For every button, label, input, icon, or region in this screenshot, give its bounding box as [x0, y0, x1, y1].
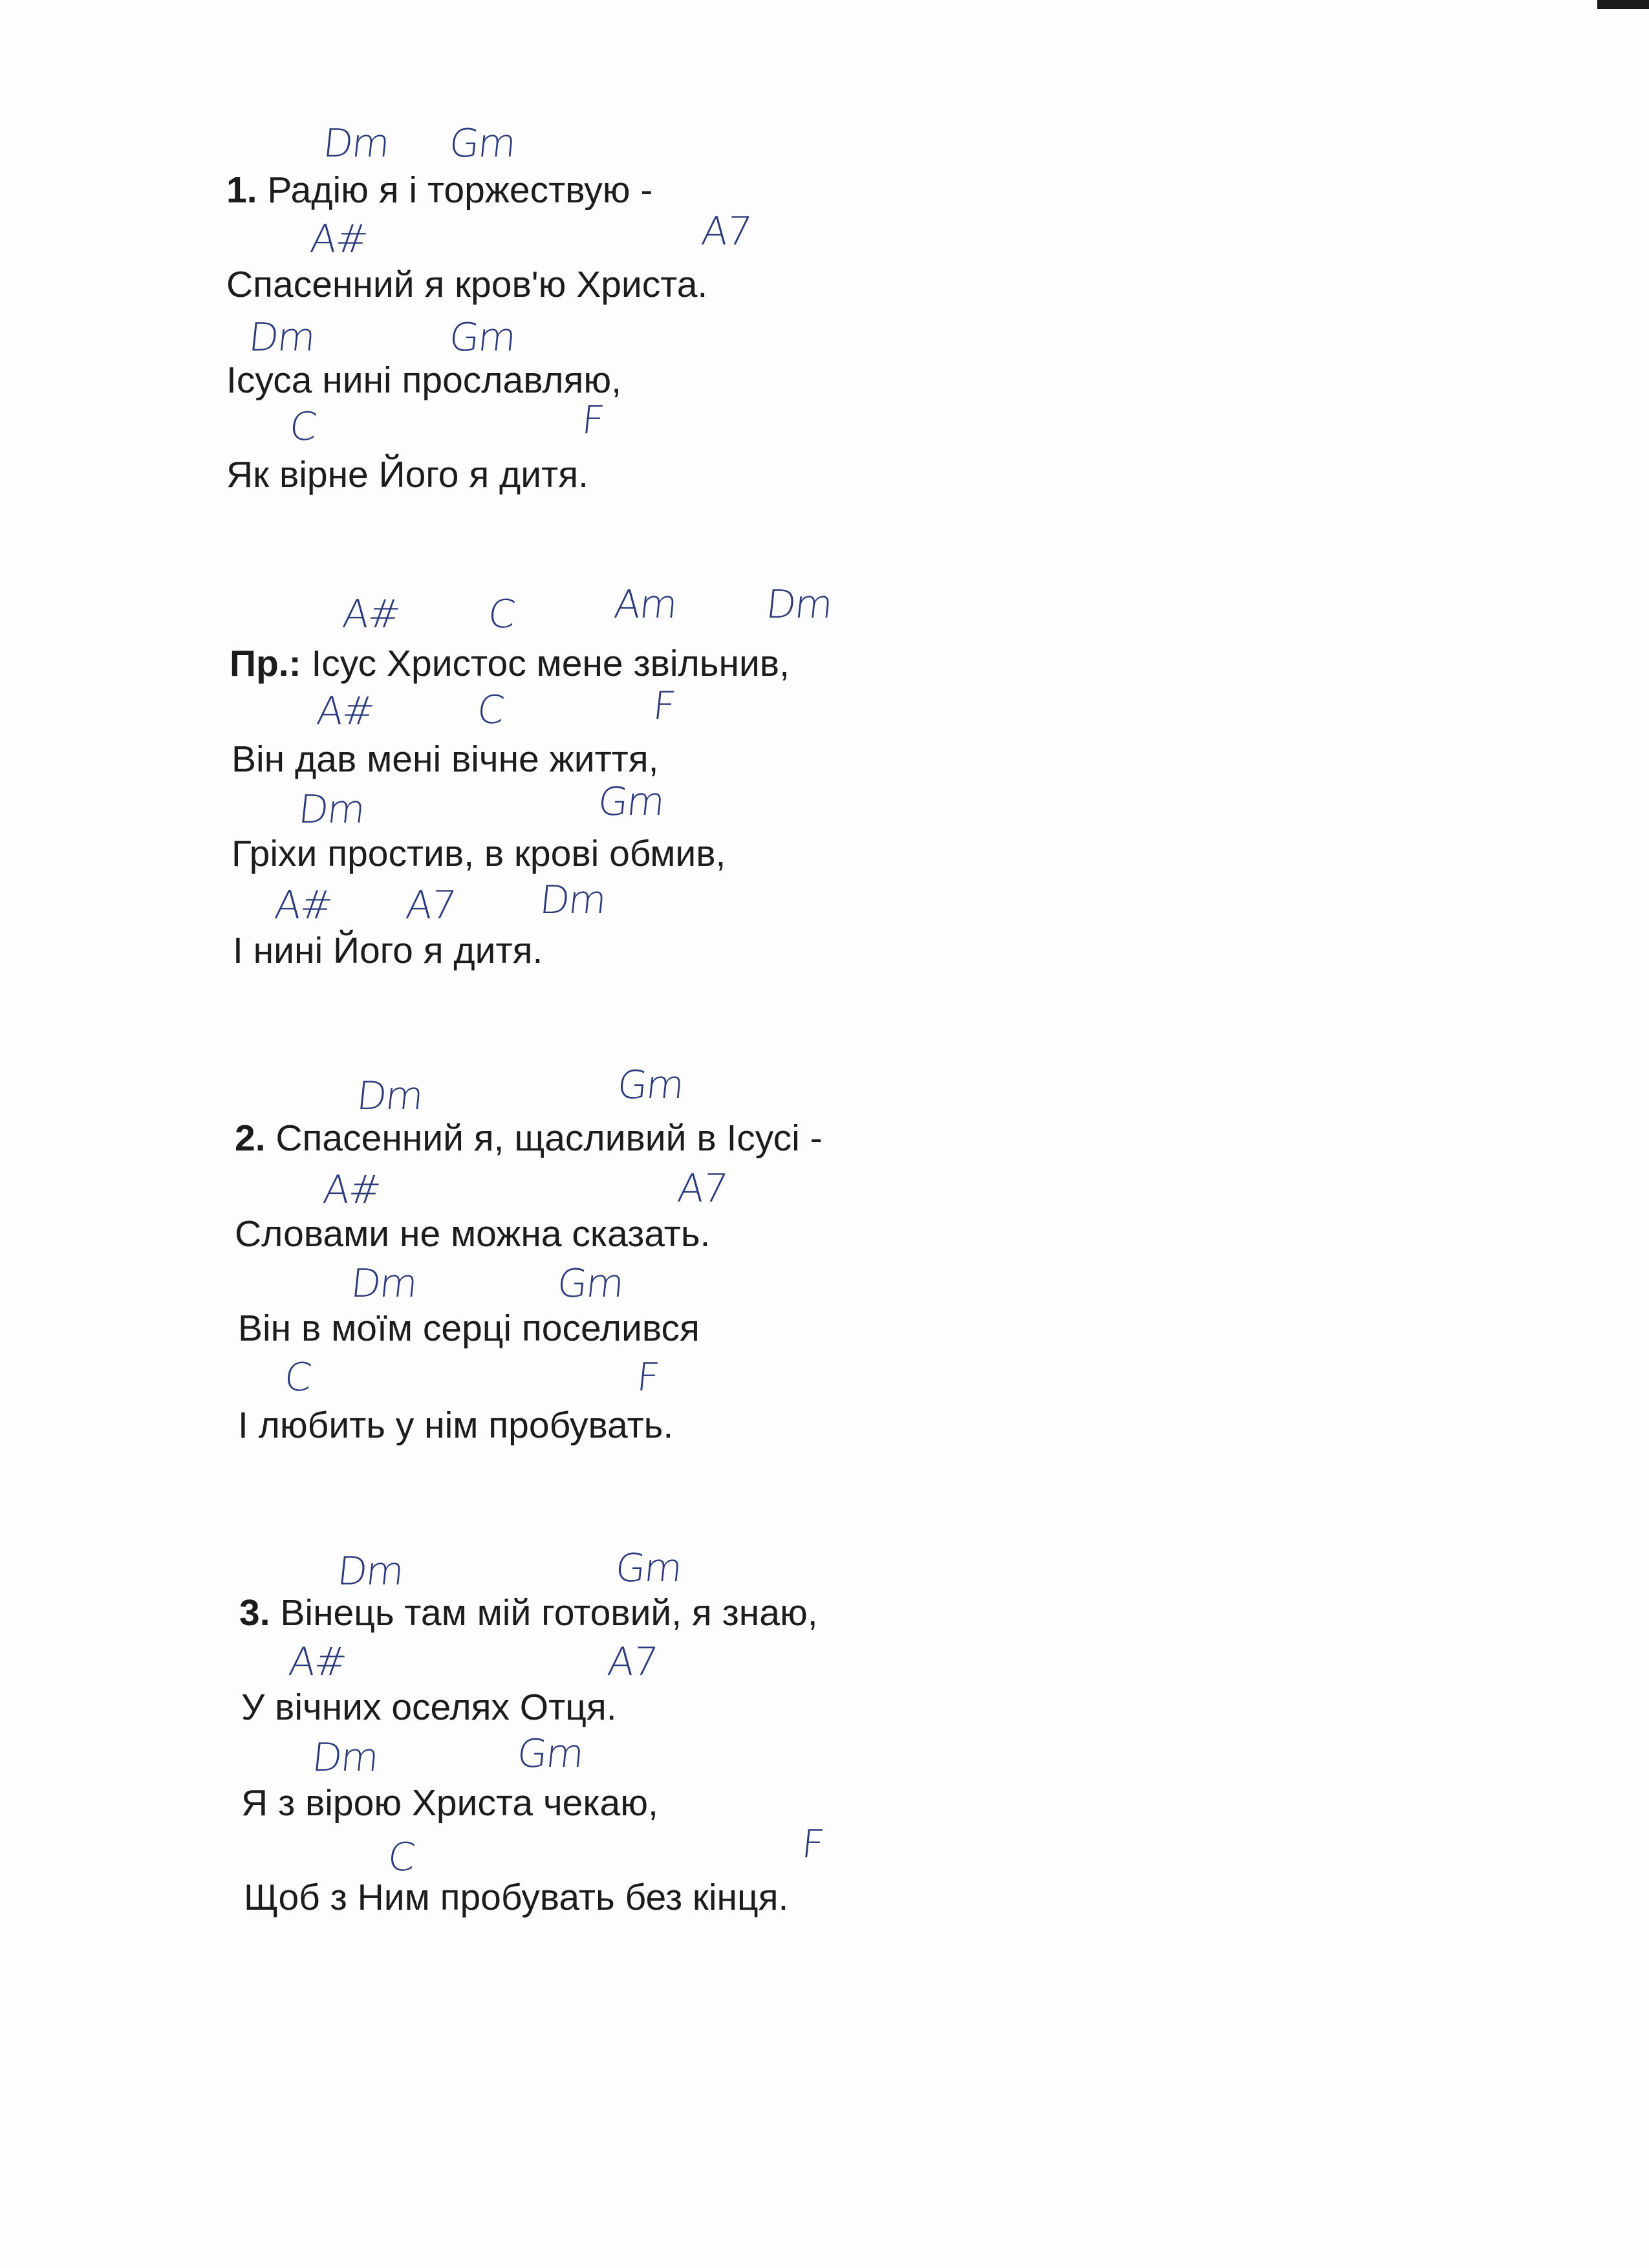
chord-am: Am	[612, 582, 679, 627]
lyric-line	[235, 1213, 711, 1255]
lyric-text: Спасенний я кров'ю Христа.	[226, 264, 708, 305]
chord-c: C	[475, 687, 506, 733]
chord-dm: Dm	[335, 1549, 405, 1594]
verse-number: 3.	[239, 1592, 270, 1634]
chord-gm: Gm	[615, 1063, 685, 1108]
chord-dm: Dm	[296, 787, 367, 832]
lyric-text: Він в моїм серці поселився	[238, 1308, 700, 1349]
lyric-text: Гріхи простив, в крові обмив,	[232, 833, 726, 874]
chord-c: C	[385, 1835, 416, 1880]
chord-c: C	[287, 404, 318, 449]
lyric-line	[226, 169, 653, 211]
chord-c: C	[282, 1355, 313, 1400]
chord-asharp: A#	[308, 217, 370, 262]
chord-a7: A7	[404, 883, 457, 928]
lyric-line	[233, 930, 543, 971]
chord-dm: Dm	[537, 878, 608, 923]
chord-asharp: A#	[314, 689, 376, 734]
lyric-line	[241, 1689, 617, 1726]
lyric-line	[241, 1782, 658, 1824]
chord-gm: Gm	[613, 1546, 684, 1591]
lyric-line	[226, 362, 621, 399]
verse-number: 2.	[235, 1118, 266, 1159]
chord-f: F	[579, 398, 606, 443]
chord-dm: Dm	[349, 1261, 419, 1306]
lyric-line	[238, 1310, 700, 1347]
lyric-text: Словами не можна сказать.	[235, 1213, 711, 1255]
chord-dm: Dm	[321, 121, 391, 166]
lyric-line	[230, 645, 790, 682]
lyric-text: Він дав мені вічне життя,	[232, 739, 659, 780]
lyric-line	[226, 454, 588, 495]
lyric-text: Ісуса нині прославляю,	[226, 360, 621, 401]
lyric-text: Як вірне Його я дитя.	[226, 454, 588, 495]
scan-edge-mark	[1597, 0, 1649, 9]
chord-a7: A7	[699, 209, 753, 254]
chord-asharp: A#	[340, 592, 402, 637]
lyric-line	[226, 266, 707, 303]
lyric-text: І нині Його я дитя.	[233, 930, 543, 971]
chord-gm: Gm	[447, 315, 517, 360]
lyric-text: Спасенний я, щасливий в Ісусі -	[275, 1118, 823, 1159]
lyric-text: І любить у нім пробувать.	[238, 1405, 674, 1446]
lyric-text: Вінець там мій готовий, я знаю,	[280, 1592, 818, 1634]
chorus-label: Пр.:	[230, 643, 301, 684]
verse-number: 1.	[226, 169, 257, 211]
lyric-text: У вічних оселях Отця.	[241, 1687, 617, 1728]
chord-f: F	[799, 1822, 826, 1867]
chord-dm: Dm	[310, 1735, 380, 1780]
chord-dm: Dm	[354, 1074, 425, 1119]
chord-asharp: A#	[272, 883, 334, 928]
lyric-line	[238, 1407, 673, 1444]
chord-f: F	[651, 684, 677, 729]
chord-asharp: A#	[321, 1167, 383, 1213]
chord-dm: Dm	[246, 315, 317, 360]
chord-a7: A7	[605, 1639, 659, 1685]
lyric-line	[232, 741, 658, 778]
chord-f: F	[634, 1355, 661, 1400]
chord-a7: A7	[675, 1166, 729, 1211]
lyric-text: Щоб з Ним пробувать без кінця.	[244, 1877, 789, 1918]
chord-gm: Gm	[596, 779, 666, 825]
chord-dm: Dm	[764, 582, 834, 627]
lyric-text: Радію я і торжествую -	[267, 169, 653, 211]
lyric-line	[244, 1879, 788, 1916]
chord-c: C	[486, 592, 517, 637]
lyric-line	[235, 1120, 823, 1157]
chord-asharp: A#	[286, 1639, 349, 1685]
chord-gm: Gm	[447, 121, 517, 166]
lyric-line	[232, 833, 726, 874]
lyric-line	[239, 1592, 818, 1634]
lyric-text: Я з вірою Христа чекаю,	[241, 1782, 658, 1824]
chord-gm: Gm	[515, 1731, 585, 1777]
chord-gm: Gm	[555, 1261, 625, 1306]
lyric-text: Ісус Христос мене звільнив,	[311, 643, 790, 684]
